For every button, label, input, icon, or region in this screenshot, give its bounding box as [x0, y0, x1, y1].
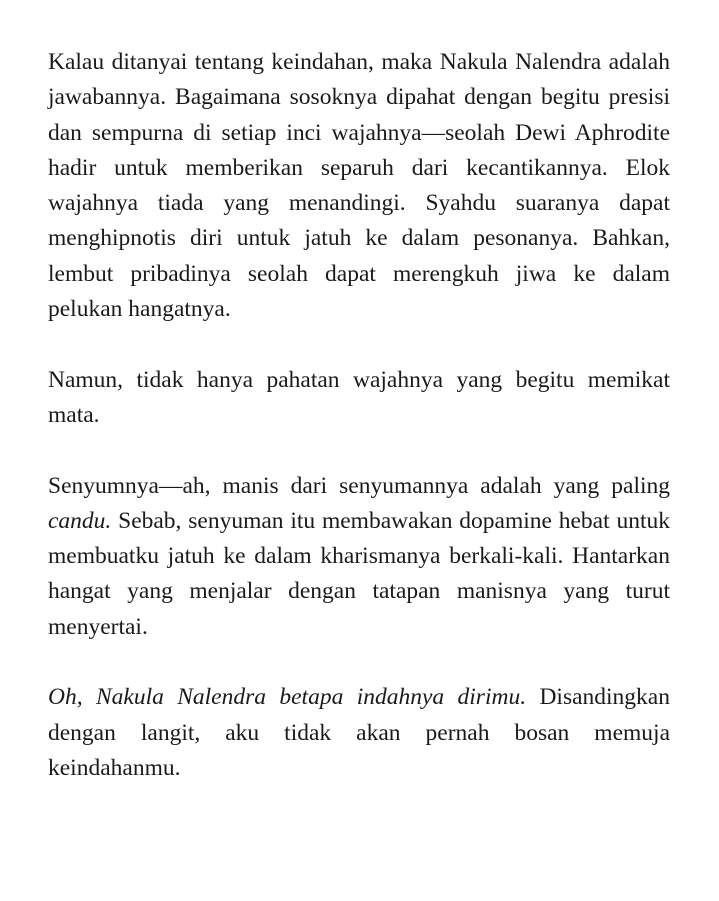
paragraph-3: [48, 469, 670, 645]
paragraph-3-text-before: Senyumnya—ah, manis dari senyumannya adalah yang paling: [48, 472, 670, 499]
paragraph-3-italic: candu.: [48, 507, 112, 534]
paragraph-3-text-after: Sebab, senyuman itu membawakan dopamine hebat untuk membuatku jatuh ke dalam kharismanya berkali-kali. Hantarkan hangat yang menjalar dengan tatapan manisnya yang turut menyertai.: [48, 507, 670, 640]
paragraph-4-text-after: Disandingkan dengan langit, aku tidak akan pernah bosan memuja keindahanmu.: [48, 684, 670, 781]
paragraph-2: Namun, tidak hanya pahatan wajahnya yang begitu memikat mata.: [48, 366, 670, 428]
paragraph-4: [48, 680, 670, 786]
paragraph-4-italic: Oh, Nakula Nalendra betapa indahnya dirimu.: [48, 684, 527, 711]
paragraph-1: Kalau ditanyai tentang keindahan, maka Nakula Nalendra adalah jawabannya. Bagaimana sosoknya dipahat dengan begitu presisi dan sempurna di setiap inci wajahnya—seolah Dewi Aphrodite hadir untuk memberikan separuh dari kecantikannya. Elok wajahnya tiada yang menandingi. Syahdu suaranya dapat menghipnotis diri untuk jatuh ke dalam pesonanya. Bahkan, lembut pribadinya seolah dapat merengkuh jiwa ke dalam pelukan hangatnya.: [48, 49, 670, 323]
document-body: [48, 45, 670, 786]
